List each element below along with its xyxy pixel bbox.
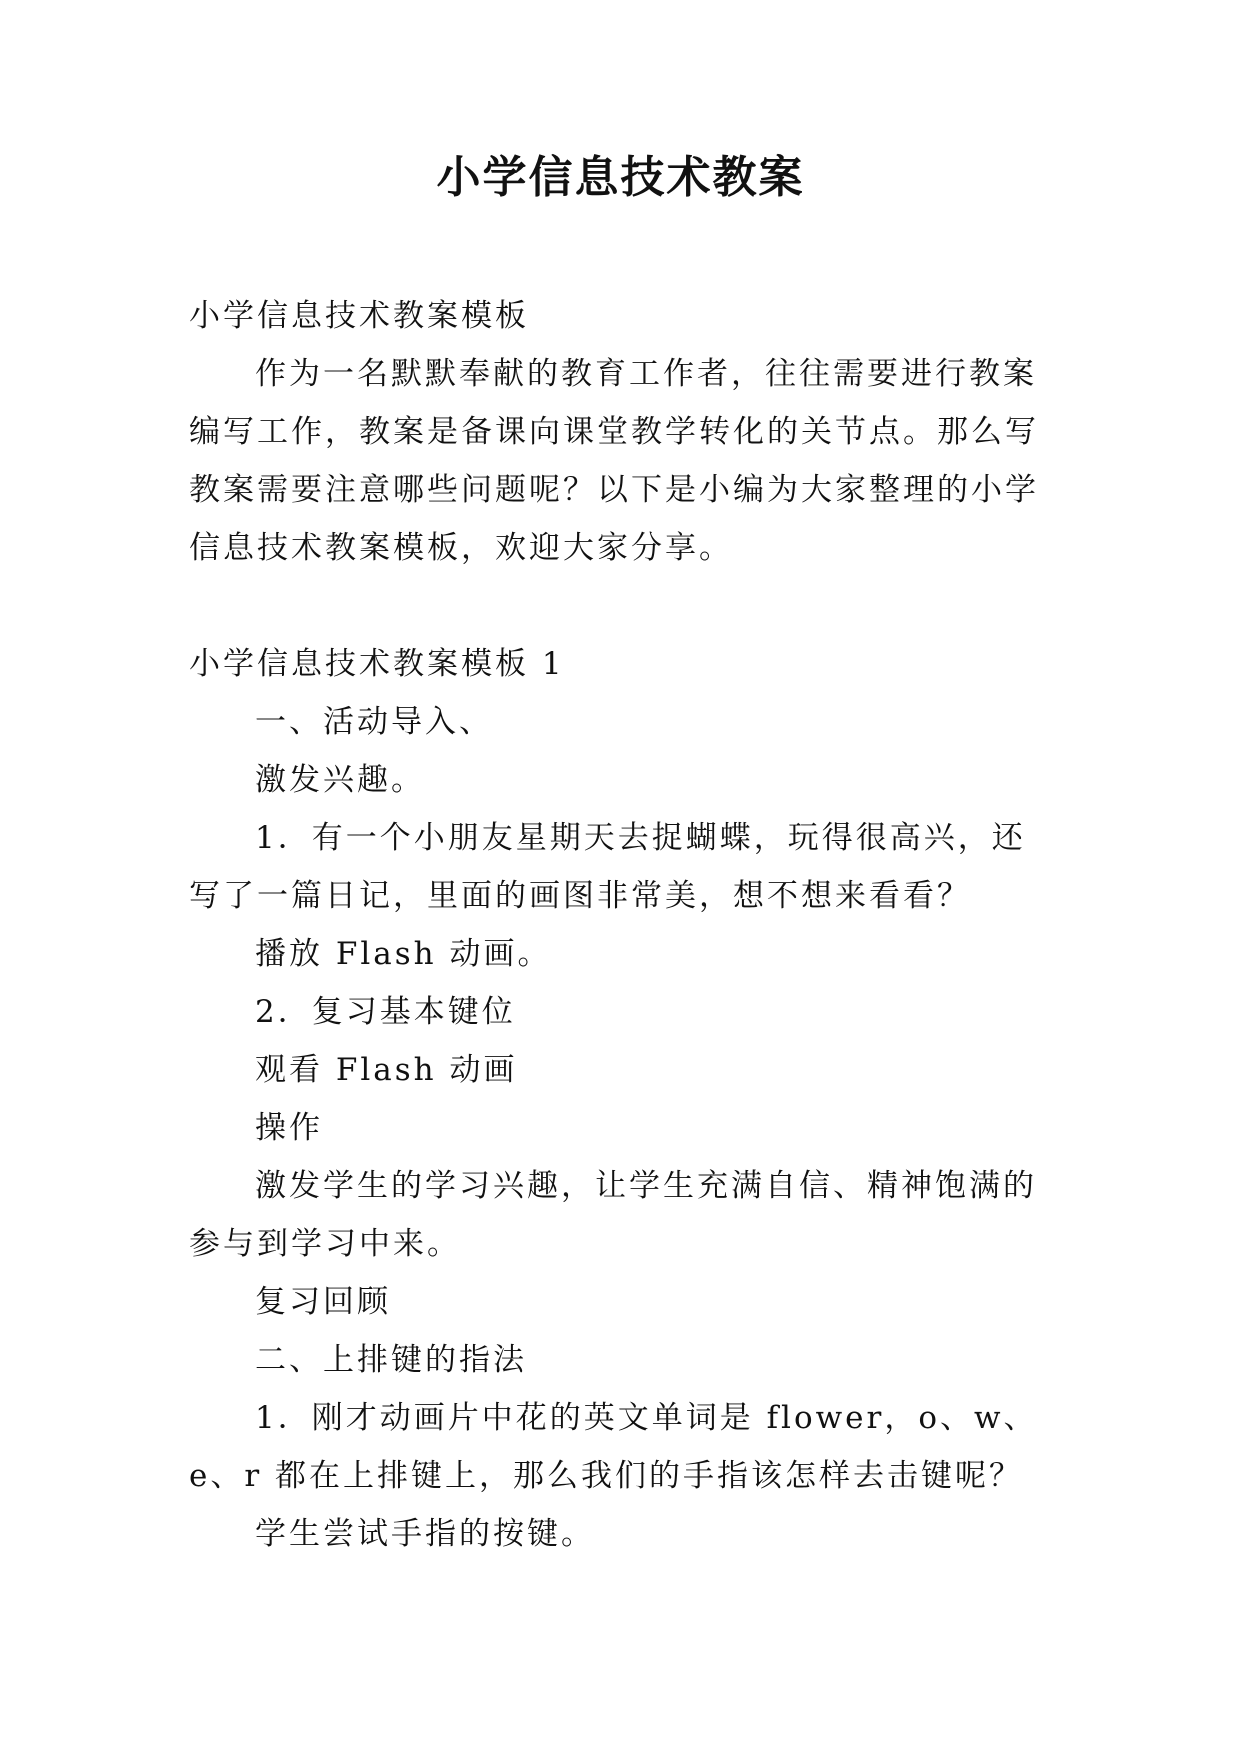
paragraph-gap xyxy=(189,577,1057,635)
paragraph: 激发学生的学习兴趣，让学生充满自信、精神饱满的参与到学习中来。 xyxy=(189,1168,1037,1262)
section-heading: 小学信息技术教案模板 1 xyxy=(189,646,565,682)
paragraph: 播放 Flash 动画。 xyxy=(255,936,552,972)
document-title: 小学信息技术教案 xyxy=(436,152,805,203)
paragraph: 复习回顾 xyxy=(255,1284,391,1320)
paragraph: 2．复习基本键位 xyxy=(255,994,516,1030)
paragraph: 1．刚才动画片中花的英文单词是 flower，o、w、e、r 都在上排键上，那么我们的手指该怎样去击键呢？ xyxy=(189,1400,1038,1494)
paragraph: 学生尝试手指的按键。 xyxy=(255,1516,595,1552)
intro-paragraph: 作为一名默默奉献的教育工作者，往往需要进行教案编写工作，教案是备课向课堂教学转化的关节点。那么写教案需要注意哪些问题呢？以下是小编为大家整理的小学信息技术教案模板，欢迎大家分享。 xyxy=(189,356,1039,566)
paragraph: 激发兴趣。 xyxy=(255,762,425,798)
paragraph: 操作 xyxy=(255,1110,323,1146)
subtitle: 小学信息技术教案模板 xyxy=(189,298,529,334)
paragraph: 二、上排键的指法 xyxy=(255,1342,527,1378)
paragraph: 观看 Flash 动画 xyxy=(255,1052,518,1088)
paragraph: 一、活动导入、 xyxy=(255,704,493,740)
document-body xyxy=(189,287,1057,1563)
paragraph: 1．有一个小朋友星期天去捉蝴蝶，玩得很高兴，还写了一篇日记，里面的画图非常美，想不想来看看？ xyxy=(189,820,1026,914)
